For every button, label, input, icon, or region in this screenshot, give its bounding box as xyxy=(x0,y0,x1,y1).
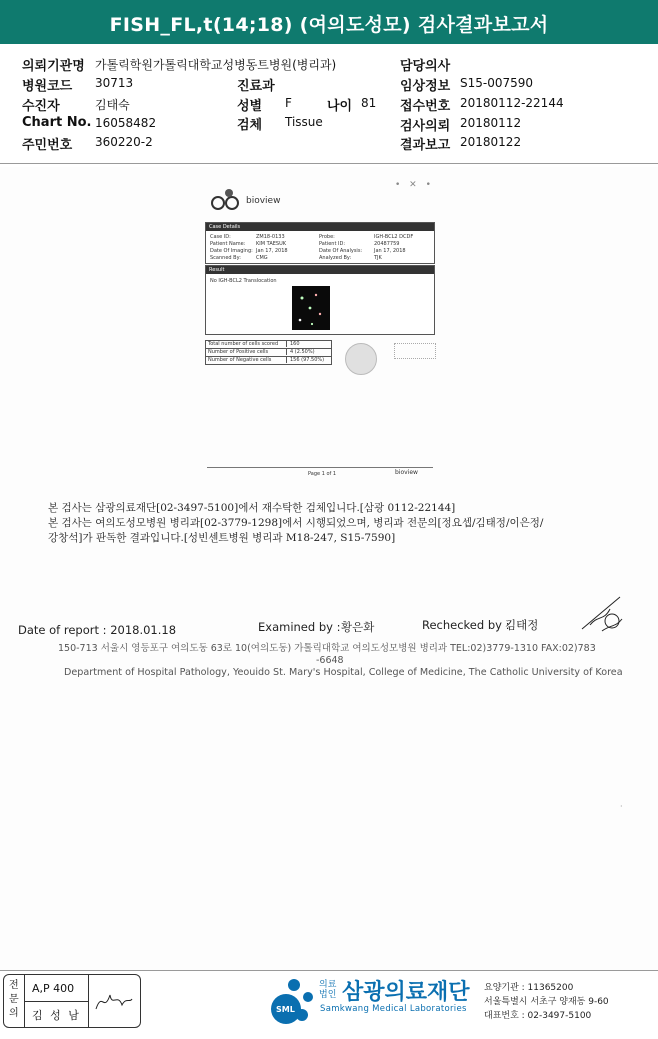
note-line-2: 본 검사는 여의도성모병원 병리과[02-3779-1298]에서 시행되었으며, 병리과 전문의[정요셉/김태정/이은정/ xyxy=(48,517,544,529)
dept-label: 진료과 xyxy=(237,79,275,94)
patient-label: 수진자 xyxy=(22,99,60,114)
institution-value: 가톨릭학원가톨릭대학교성병동트병원(병리과) xyxy=(95,58,337,72)
analyzed-label: Analyzed By: xyxy=(319,255,352,261)
bioview-logo xyxy=(210,188,280,214)
org-info-2: 서울특별시 서초구 양재동 9-60 xyxy=(484,997,609,1007)
clinical-info-label: 임상정보 xyxy=(400,79,451,94)
hospital-code-value: 30713 xyxy=(95,76,134,90)
fish-signal-dots xyxy=(292,286,330,330)
rechecked-signature xyxy=(580,595,625,635)
report-title: FISH_FL,t(14;18) (여의도성모) 검사결과보고서 xyxy=(109,14,549,36)
resident-no-value: 360220-2 xyxy=(95,135,153,149)
chart-no-label: Chart No. xyxy=(22,115,92,130)
stamp-side-text: 전문의 xyxy=(9,980,19,1019)
scan-mark-small: · xyxy=(620,802,623,811)
org-info-1: 요양기관 : 11365200 xyxy=(484,983,574,993)
sex-value: F xyxy=(285,96,292,110)
examined-label: Examined by : xyxy=(258,620,341,634)
probe-value: IGH-BCL2 DCDF xyxy=(374,234,414,240)
signature-mark xyxy=(394,343,436,359)
sml-logo-mark xyxy=(268,975,318,1027)
address-line-2: -6648 xyxy=(316,655,344,666)
resident-no-label: 주민번호 xyxy=(22,138,73,153)
table-row xyxy=(205,356,332,365)
row-label: Number of Negative cells xyxy=(208,357,272,363)
report-date: Date of report : 2018.01.18 xyxy=(18,623,177,637)
imaging-value: Jan 17, 2018 xyxy=(256,248,288,254)
row-value: 4 (2.50%) xyxy=(286,349,315,355)
sex-label: 성별 xyxy=(237,99,263,114)
org-prefix-bottom: 법인 xyxy=(319,990,337,1000)
header-divider xyxy=(0,163,658,164)
case-details-box xyxy=(205,222,435,264)
signature-scribble xyxy=(580,595,625,635)
patient-id-value: 20487759 xyxy=(374,241,400,247)
sml-badge: SML xyxy=(276,1005,295,1014)
request-value: 20180112 xyxy=(460,116,522,130)
bioview-footer-line xyxy=(207,467,433,468)
analysis-value: Jan 17, 2018 xyxy=(374,248,406,254)
bioview-page-label: Page 1 of 1 xyxy=(308,471,337,477)
bioview-footer-logo: bioview xyxy=(395,469,418,476)
case-id-label: Case ID: xyxy=(210,234,231,240)
org-info-3: 대표번호 : 02-3497-5100 xyxy=(484,1011,592,1021)
specimen-label: 검체 xyxy=(237,118,263,133)
doctor-label: 담당의사 xyxy=(400,59,451,74)
lab-seal xyxy=(345,343,377,375)
fish-cell-image xyxy=(292,286,330,330)
imaging-label: Date Of Imaging: xyxy=(210,248,253,254)
patient-name-value: KIM TAESUK xyxy=(256,241,287,247)
rechecked-label: Rechecked by : xyxy=(422,618,510,632)
result-box xyxy=(205,265,435,335)
clinical-info-value: S15-007590 xyxy=(460,76,534,90)
patient-id-label: Patient ID: xyxy=(319,241,346,247)
specimen-value: Tissue xyxy=(285,115,323,129)
request-label: 검사의뢰 xyxy=(400,119,451,134)
table-row xyxy=(205,340,332,348)
footer-divider xyxy=(0,970,658,971)
note-line-1: 본 검사는 삼광의료재단[02-3497-5100]에서 재수탁한 검체입니다.[삼광 0112-22144] xyxy=(48,502,456,514)
stamp-divider-v xyxy=(88,975,89,1027)
org-name: 삼광의료재단 xyxy=(342,980,470,1005)
note-line-3: 강창석]가 판독한 결과입니다.[성빈센트병원 병리과 M18-247, S15-7590] xyxy=(48,532,396,544)
case-id-value: ZM18-0133 xyxy=(256,234,285,240)
patient-value: 김태숙 xyxy=(95,98,130,112)
report-label: 결과보고 xyxy=(400,138,451,153)
receipt-no-value: 20180112-22144 xyxy=(460,96,564,110)
specialist-stamp xyxy=(3,974,141,1028)
rechecked-value: 김태정 xyxy=(505,618,539,632)
analyzed-value: TJK xyxy=(374,255,382,261)
report-title-bar xyxy=(0,0,658,44)
row-label: Number of Positive cells xyxy=(208,349,269,355)
sml-logo xyxy=(268,975,318,1027)
row-value: 156 (97.50%) xyxy=(286,357,324,363)
case-details-header: Case Details xyxy=(206,223,434,231)
stamp-side-cell xyxy=(4,975,25,1027)
org-prefix xyxy=(319,980,336,1000)
chart-no-value: 16058482 xyxy=(95,116,157,130)
stamp-line-2: 김 성 남 xyxy=(32,1009,81,1022)
row-label: Total number of cells scored xyxy=(208,341,279,347)
org-prefix-top: 의료 xyxy=(319,980,337,990)
probe-label: Probe: xyxy=(319,234,335,240)
scanned-value: CMG xyxy=(256,255,268,261)
result-text: No IGH-BCL2 Translocation xyxy=(210,278,277,284)
stamp-line-1: A,P 400 xyxy=(32,982,75,995)
counts-table xyxy=(205,340,332,365)
analysis-label: Date Of Analysis: xyxy=(319,248,363,254)
stamp-signature xyxy=(92,987,134,1015)
org-english: Samkwang Medical Laboratories xyxy=(320,1004,467,1014)
address-line-1: 150-713 서울시 영등포구 여의도동 63로 10(여의도동) 가톨릭대학교 여의도성모병원 병리과 TEL:02)3779-1310 FAX:02)783 xyxy=(58,643,596,654)
age-value: 81 xyxy=(361,96,377,110)
stamp-divider xyxy=(24,1001,88,1002)
patient-name-label: Patient Name: xyxy=(210,241,246,247)
scan-marks: • ✕ • xyxy=(395,180,434,190)
hospital-code-label: 병원코드 xyxy=(22,79,73,94)
receipt-no-label: 접수번호 xyxy=(400,99,451,114)
bioview-logo-text: bioview xyxy=(246,196,281,206)
result-header: Result xyxy=(206,266,434,274)
report-value: 20180122 xyxy=(460,135,522,149)
scanned-label: Scanned By: xyxy=(210,255,241,261)
table-row xyxy=(205,348,332,356)
row-value: 160 xyxy=(286,341,300,347)
age-label: 나이 xyxy=(327,99,353,114)
examined-value: 황은화 xyxy=(341,620,375,634)
institution-label: 의뢰기관명 xyxy=(22,59,85,74)
department-line: Department of Hospital Pathology, Yeouido St. Mary's Hospital, College of Medicine, The Catholic University of Korea xyxy=(64,667,623,678)
